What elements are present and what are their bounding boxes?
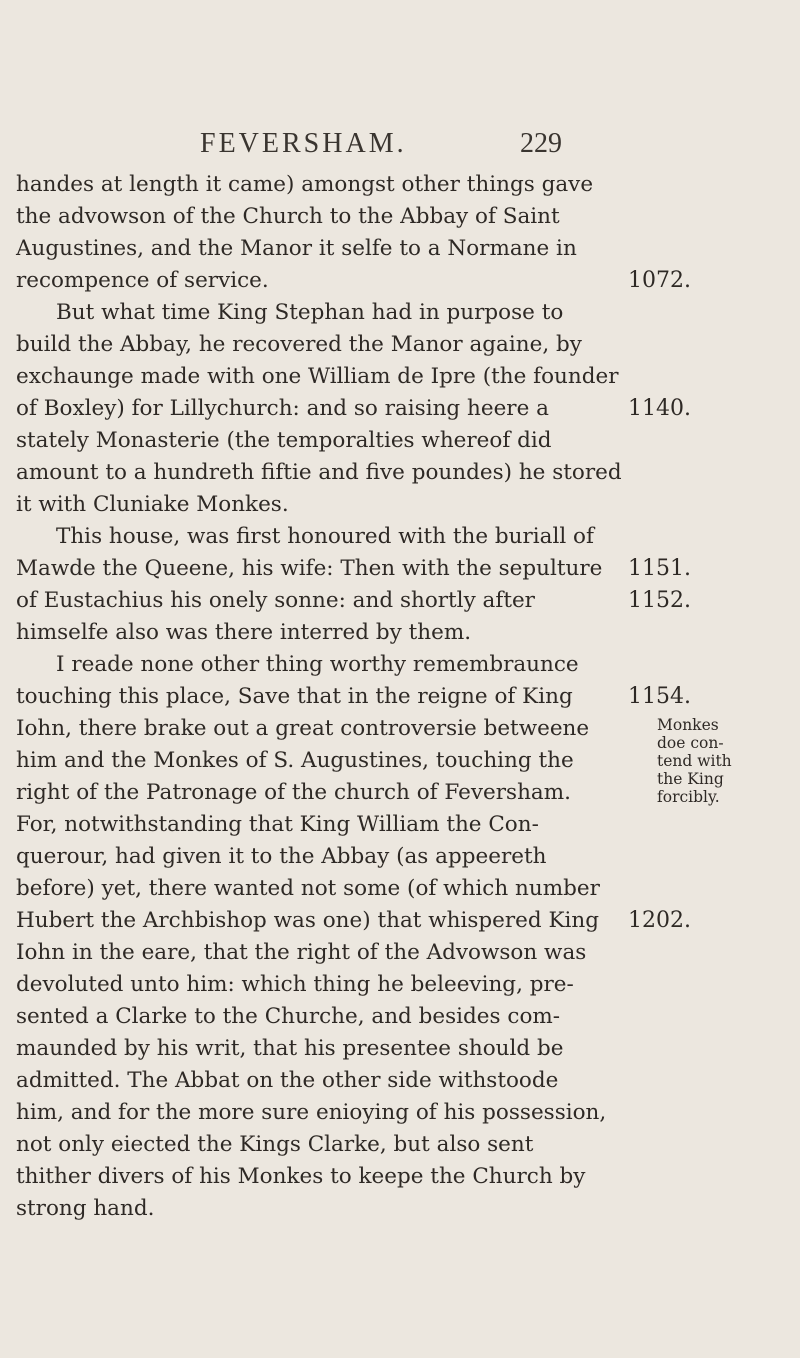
text-line: the advowson of the Church to the Abbay of Saint (16, 204, 560, 229)
text-line: sented a Clarke to the Churche, and besides com- (16, 1004, 561, 1029)
text-line: Iohn, there brake out a great controversie betweene (16, 716, 590, 741)
page-number: 229 (520, 128, 562, 159)
text-line: touching this place, Save that in the reigne of King (16, 684, 573, 709)
text-line: querour, had given it to the Abbay (as appeereth (16, 844, 547, 869)
margin-year: 1154. (628, 684, 691, 709)
text-line: build the Abbay, he recovered the Manor againe, by (16, 332, 582, 357)
text-line: Augustines, and the Manor it selfe to a Normane in (16, 236, 577, 261)
text-line: thither divers of his Monkes to keepe the Church by (16, 1164, 586, 1189)
margin-gloss: the King (657, 770, 724, 788)
text-line: him, and for the more sure enioying of his possession, (16, 1100, 607, 1125)
margin-gloss: Monkes (657, 716, 719, 734)
text-line: I reade none other thing worthy remembraunce (56, 652, 579, 677)
text-line: maunded by his writ, that his presentee should be (16, 1036, 564, 1061)
margin-gloss: forcibly. (657, 788, 720, 806)
margin-year: 1151. (628, 556, 691, 581)
text-line: before) yet, there wanted not some (of which number (16, 876, 600, 901)
text-line: recompence of service. (16, 268, 269, 293)
text-line: exchaunge made with one William de Ipre (the founder (16, 364, 619, 389)
text-line: Iohn in the eare, that the right of the Advowson was (16, 940, 587, 965)
text-line: admitted. The Abbat on the other side withstoode (16, 1068, 559, 1093)
margin-gloss: tend with (657, 752, 732, 770)
text-line: of Eustachius his onely sonne: and shortly after (16, 588, 535, 613)
text-line: handes at length it came) amongst other things gave (16, 172, 594, 197)
text-line: stately Monasterie (the temporalties whereof did (16, 428, 552, 453)
margin-year: 1202. (628, 908, 691, 933)
text-line: This house, was first honoured with the buriall of (56, 524, 594, 549)
text-line: himselfe also was there interred by them. (16, 620, 472, 645)
text-line: For, notwithstanding that King William the Con- (16, 812, 539, 837)
text-line: it with Cluniake Monkes. (16, 492, 289, 517)
text-line: But what time King Stephan had in purpose to (56, 300, 564, 325)
text-line: Mawde the Queene, his wife: Then with the sepulture (16, 556, 603, 581)
text-line: of Boxley) for Lillychurch: and so raising heere a (16, 396, 549, 421)
text-line: not only eiected the Kings Clarke, but also sent (16, 1132, 534, 1157)
margin-gloss: doe con- (657, 734, 724, 752)
page-header (0, 128, 800, 168)
running-title: FEVERSHAM. (200, 128, 407, 159)
text-line: Hubert the Archbishop was one) that whispered King (16, 908, 600, 933)
text-line: devoluted unto him: which thing he beleeving, pre- (16, 972, 574, 997)
margin-year: 1072. (628, 268, 691, 293)
margin-year: 1152. (628, 588, 691, 613)
text-line: him and the Monkes of S. Augustines, touching the (16, 748, 574, 773)
margin-year: 1140. (628, 396, 691, 421)
text-line: strong hand. (16, 1196, 155, 1221)
text-line: amount to a hundreth fiftie and five poundes) he stored (16, 460, 622, 485)
text-line: right of the Patronage of the church of Feversham. (16, 780, 571, 805)
